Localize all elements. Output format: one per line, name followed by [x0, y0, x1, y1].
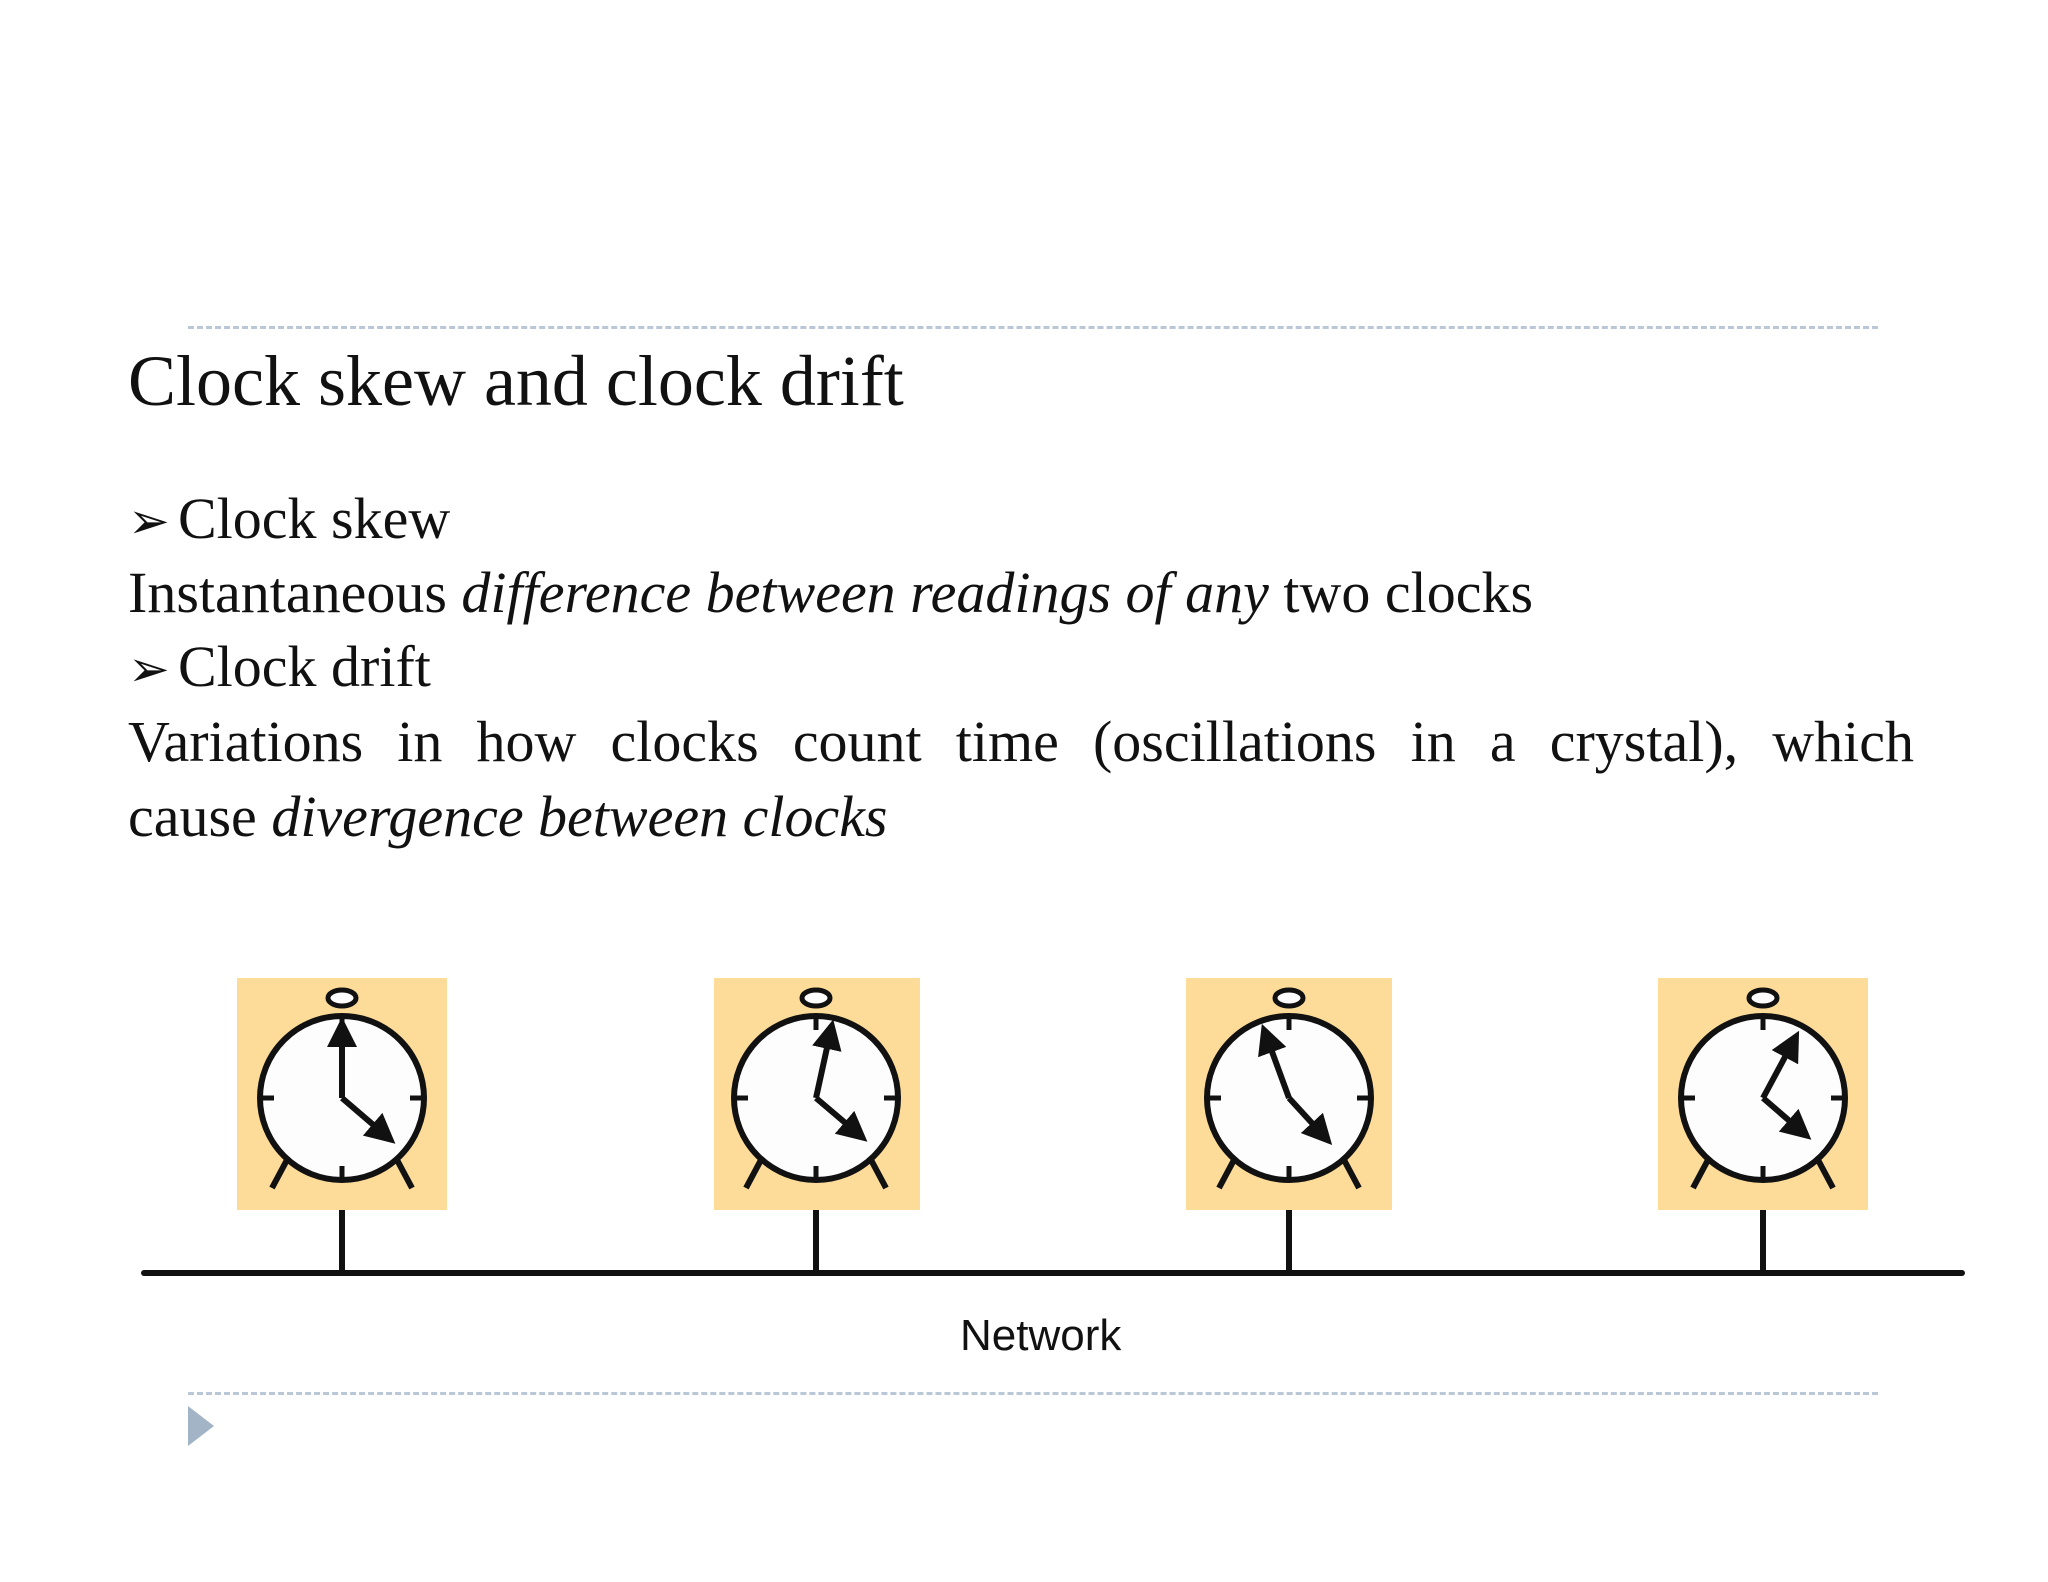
top-dashed-divider [188, 326, 1878, 329]
slide-nav-arrow-icon [188, 1406, 214, 1446]
network-label: Network [960, 1311, 1122, 1360]
bullet-clock-drift-label: Clock drift [178, 634, 431, 699]
clock-skew-definition-italic: difference between readings of any [461, 560, 1269, 625]
clock-drift-definition-italic: divergence between clocks [271, 784, 888, 849]
clock-skew-definition [128, 556, 1914, 630]
clock-node-2 [714, 978, 920, 1273]
bullet-clock-drift [128, 630, 1914, 706]
clock-drift-definition-line-1: Variations in how clocks count time (oscillations in a crystal), which [128, 709, 1914, 774]
bullet-clock-skew [128, 482, 1914, 558]
bullet-arrow-icon: ➢ [128, 492, 170, 550]
slide-title: Clock skew and clock drift [128, 341, 904, 421]
clock-skew-definition-end: two clocks [1268, 560, 1534, 625]
clock-drift-definition-line-2 [128, 780, 1914, 854]
clock-node-1 [237, 978, 447, 1273]
clock-node-3 [1186, 978, 1392, 1273]
clock-node-4 [1658, 978, 1868, 1273]
bullet-clock-skew-label: Clock skew [178, 486, 451, 551]
clock-drift-definition-start: cause [128, 784, 272, 849]
clock-skew-definition-start: Instantaneous [128, 560, 462, 625]
bullet-arrow-icon: ➢ [128, 640, 170, 698]
network-clocks-diagram [0, 950, 2048, 1370]
bottom-dashed-divider [188, 1392, 1878, 1395]
